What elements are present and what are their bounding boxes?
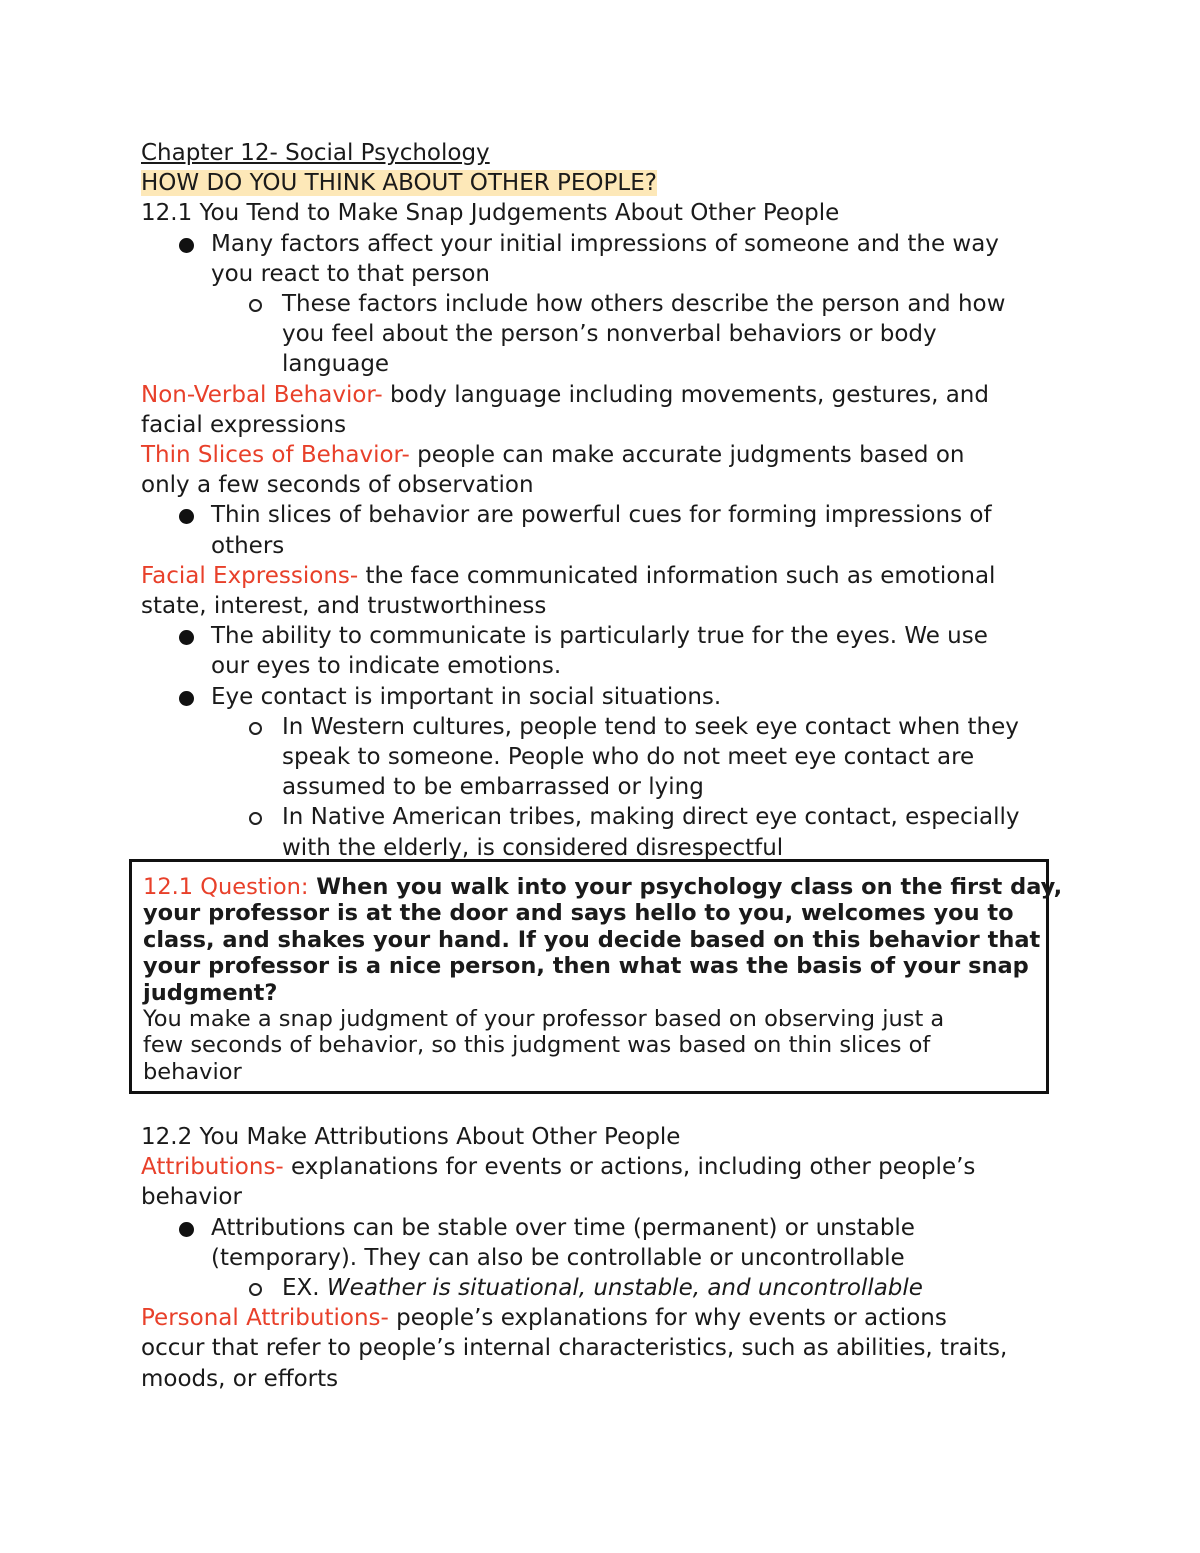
bullet-circle-icon: [249, 1283, 262, 1296]
term-label: Personal Attributions-: [141, 1305, 389, 1332]
bullet-dot-icon: [179, 691, 194, 706]
list-item: Attributions can be stable over time (permanent) or unstable (temporary). They can also be controllable or uncontrollable: [141, 1213, 1066, 1273]
definition-personal-attributions: Personal Attributions- people’s explanations for why events or actions occur that refer to people’s internal characteristics, such as abilities, traits, moods, or efforts: [141, 1305, 1008, 1392]
term-label: Facial Expressions-: [141, 562, 359, 589]
definition-nonverbal-behavior: Non-Verbal Behavior- body language including movements, gestures, and facial expressions: [141, 381, 989, 438]
answer-text: You make a snap judgment of your professor based on observing just a: [143, 1006, 945, 1033]
list-item: Many factors affect your initial impressions of someone and the way you react to that person: [141, 229, 1066, 289]
section-2-title: 12.2 You Make Attributions About Other People: [141, 1124, 681, 1150]
question-box: 12.1 Question: When you walk into your psychology class on the first day, your professor is at the door and says hello to you, welcomes you to class, and shakes your hand. If you decide based on this behavior that your professor is a nice person, then what was the basis of your snap judgment? You make a snap judgment of your professor based on observing just a few seconds of behavior, so this judgment was based on thin slices of behavior: [129, 859, 1049, 1094]
bullet-dot-icon: [179, 238, 194, 253]
section-1-title: 12.1 You Tend to Make Snap Judgements About Other People: [141, 200, 840, 227]
definition-thin-slices: Thin Slices of Behavior- people can make accurate judgments based on only a few seconds of observation: [141, 442, 965, 499]
list-item: The ability to communicate is particularly true for the eyes. We use our eyes to indicate emotions.: [141, 621, 1066, 681]
list-subitem: In Native American tribes, making direct eye contact, especially with the elderly, is considered disrespectful: [141, 802, 1066, 862]
list-item: Eye contact is important in social situations.: [141, 682, 1066, 712]
question-label: 12.1 Question:: [143, 874, 309, 900]
list-subitem: These factors include how others describe the person and how you feel about the person’s nonverbal behaviors or body language: [141, 289, 1066, 380]
bullet-dot-icon: [179, 1222, 194, 1237]
bullet-dot-icon: [179, 630, 194, 645]
list-subitem: In Western cultures, people tend to seek eye contact when they speak to someone. People who do not meet eye contact are assumed to be embarrassed or lying: [141, 712, 1066, 803]
definition-attributions: Attributions- explanations for events or actions, including other people’s behavior: [141, 1154, 976, 1211]
bullet-dot-icon: [179, 509, 194, 524]
definition-facial-expressions: Facial Expressions- the face communicated information such as emotional state, interest, and trustworthiness: [141, 562, 996, 620]
document-section-2: [141, 1122, 1066, 1394]
term-label: Thin Slices of Behavior-: [141, 442, 410, 469]
term-label: Attributions-: [141, 1154, 284, 1181]
question-heading: HOW DO YOU THINK ABOUT OTHER PEOPLE?: [141, 170, 657, 197]
bullet-circle-icon: [249, 299, 262, 312]
term-label: Non-Verbal Behavior-: [141, 381, 383, 408]
document-section-1: [141, 138, 1066, 863]
list-item: Thin slices of behavior are powerful cues for forming impressions of others: [141, 500, 1066, 560]
bullet-circle-icon: [249, 722, 262, 735]
bullet-circle-icon: [249, 812, 262, 825]
list-subitem: EX. Weather is situational, unstable, and uncontrollable: [141, 1273, 1066, 1303]
document-title: Chapter 12- Social Psychology: [141, 140, 490, 166]
